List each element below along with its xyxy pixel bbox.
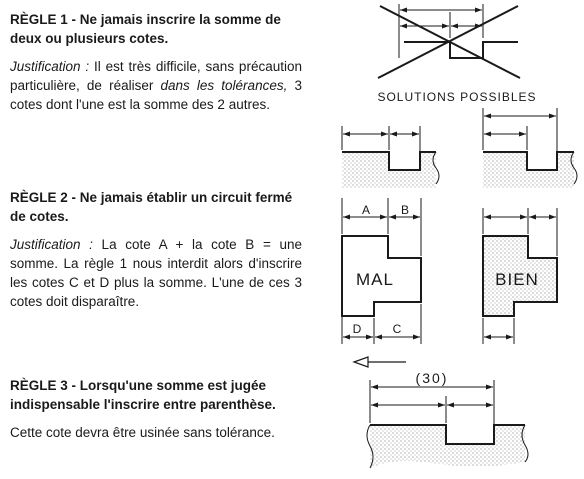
solutions-label: SOLUTIONS POSSIBLES xyxy=(377,90,537,104)
figure-mal xyxy=(342,198,421,344)
label-b: B xyxy=(400,203,410,217)
rule-2-heading: RÈGLE 2 - Ne jamais établir un circuit fermé de cotes. xyxy=(10,190,293,224)
figure-bien xyxy=(483,208,557,344)
solution-1 xyxy=(342,126,439,188)
figure-parenthesis xyxy=(367,370,528,468)
left-arrow-icon xyxy=(354,357,406,367)
solution-2 xyxy=(483,108,577,188)
paren-dimension: (30) xyxy=(415,370,449,386)
rule-1-text-italic: dans les tolérances, xyxy=(160,78,288,93)
label-d: D xyxy=(352,322,362,336)
rule-1-justification-label: Justification : xyxy=(10,59,90,74)
figure-crossed-out xyxy=(378,4,520,78)
rule-1-heading: RÈGLE 1 - Ne jamais inscrire la somme de deux ou plusieurs cotes. xyxy=(10,12,281,46)
rule-3-heading: RÈGLE 3 - Lorsqu'une somme est jugée indispensable l'inscrire entre parenthèse. xyxy=(10,378,276,412)
rule-2-text: La cote A + la cote B = une somme. La règle 1 nous interdit alors d'inscrire les cotes C et D plus la somme. L'une de ces 3 cotes doit disparaître. xyxy=(10,237,302,309)
bien-label: BIEN xyxy=(495,270,539,289)
mal-label: MAL xyxy=(356,270,394,289)
rule-1-text-a: Il est très difficile, sans précaution particulière, de réaliser xyxy=(10,59,302,93)
rule-1-text-b: 3 cotes dont l'une est la somme des 2 autres. xyxy=(10,78,302,112)
rule-2-justification-label: Justification : xyxy=(10,237,93,252)
label-a: A xyxy=(361,203,371,217)
label-c: C xyxy=(392,322,402,336)
rule-3-text: Cette cote devra être usinée sans tolérance. xyxy=(10,425,275,440)
